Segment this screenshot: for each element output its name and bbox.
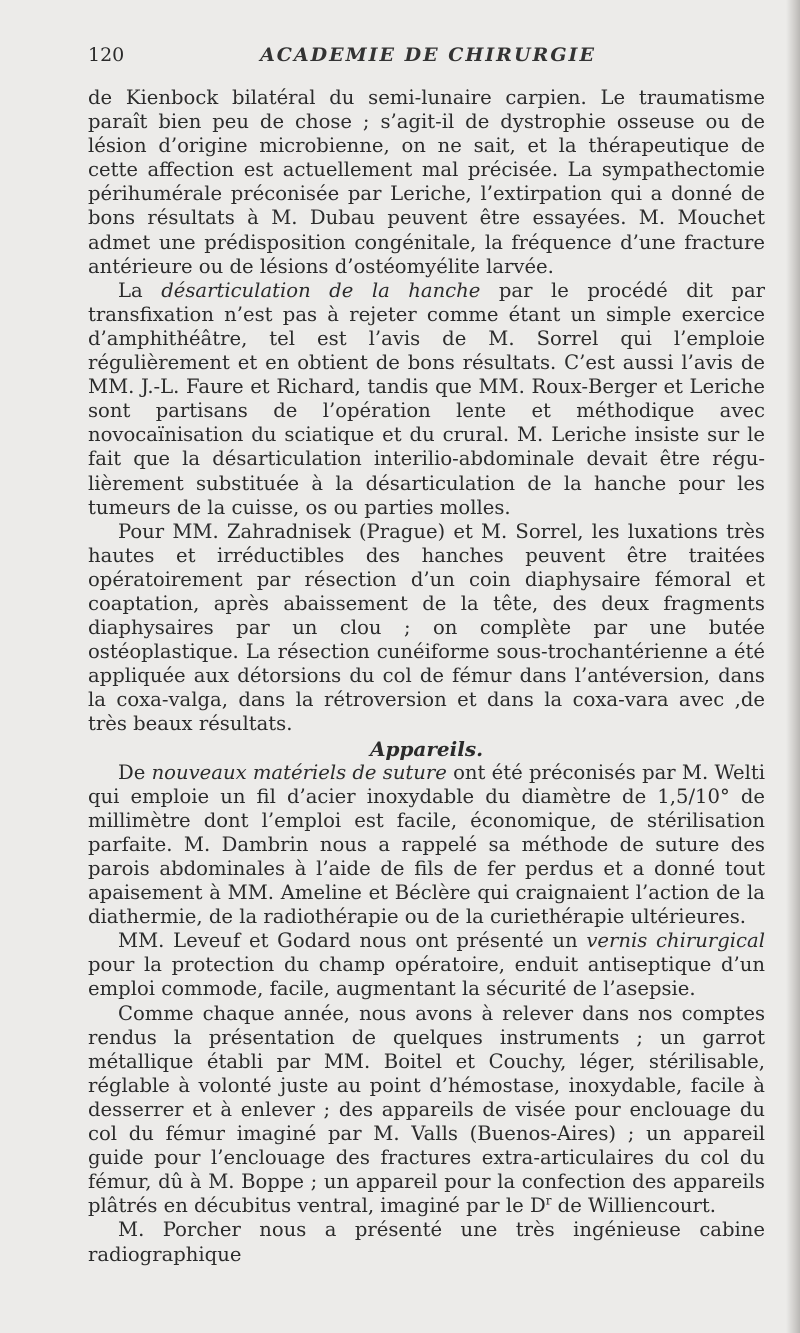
- paragraph-vernis: [88, 929, 765, 1001]
- paragraph-porcher: M. Porcher nous a présenté une très ingénieuse cabine radiographique: [88, 1218, 765, 1266]
- paragraph-text: de Williencourt.: [551, 1194, 716, 1218]
- page-header: [88, 44, 768, 74]
- emphasis-term: nouveaux matériels de suture: [151, 760, 447, 784]
- paragraph-kienbock: de Kienbock bilatéral du semi-lunaire carpien. Le traumatisme paraît bien peu de chose ; s’agit-il de dystrophie osseuse ou de lésion d’origine microbienne, on ne sait, et la thérapeutique de cette affection est actuellement mal précisée. La sympathectomie périhumérale préconisée par Leriche, l’extirpation qui a donné de bons résultats à M. Dubau peuvent être essayées. M. Mouchet admet une prédisposition congénitale, la fréquence d’une fracture antérieure ou de lésions d’ostéomyélite larvée.: [88, 86, 765, 278]
- emphasis-term: vernis chirurgical: [586, 929, 765, 953]
- paragraph-luxations: Pour MM. Zahradnisek (Prague) et M. Sorrel, les luxations très hautes et irréductibles des hanches peuvent être traitées opératoirement par résection d’un coin diaphysaire fémoral et coaptation, après abaissement de la tête, des deux fragments diaphysaires par un clou ; on complète par une butée ostéoplastique. La résection cunéiforme sous-trochantérienne a été appliquée aux détorsions du col de fémur dans l’antéversion, dans la coxa-valga, dans la rétroversion et dans la coxa-vara avec ,de très beaux résultats.: [88, 519, 765, 736]
- emphasis-term: désarticulation de la hanche: [161, 278, 481, 302]
- paragraph-text: ont été préconisés par M. Welti qui emploie un fil d’acier inoxydable du diamètre de 1,5/10° de millimètre dont l’emploi est facile, économique, de stérilisation parfaite. M. Dambrin nous a rappelé sa méthode de suture des parois abdominales à l’aide de fils de fer perdus et a donné tout apaisement à MM. Ameline et Béclère qui craignaient l’action de la diathermie, de la radiothérapie ou de la curiethérapie ultérieures.: [88, 760, 765, 929]
- paragraph-desarticulation: [88, 279, 765, 520]
- paragraph-instruments: [88, 1002, 765, 1219]
- paragraph-text: Comme chaque année, nous avons à relever dans nos comptes rendus la présentation de quelques instruments ; un garrot métallique établi par MM. Boitel et Couchy, léger, stérilisable, réglable à volonté juste au point d’hémostase, inoxydable, facile à desserrer et à enlever ; des appareils de visée pour enclouage du col du fémur imaginé par M. Valls (Buenos-Aires) ; un appareil guide pour l’enclouage des fractures extra-articulaires du col du fémur, dû à M. Boppe ; un appareil pour la confection des appareils plâtrés en décubitus ventral, imaginé par le D: [88, 1001, 765, 1218]
- paragraph-text: par le procédé dit par transfixation n’est pas à rejeter comme étant un simple exercice d’amphithéâtre, tel est l’avis de M. Sorrel qui l’emploie régulièrement et en obtient de bons résultats. C’est aussi l’avis de MM. J.-L. Faure et Richard, tandis que MM. Roux-Berger et Leriche sont partisans de l’opération lente et méthodique avec novocaïnisation du sciatique et du crural. M. Leriche insiste sur le fait que la désarticulation interilio-abdominale devait être régulièrement substituée à la désarticulation de la hanche pour les tumeurs de la cuisse, os ou parties molles.: [88, 278, 766, 519]
- paragraph-text: De: [118, 760, 152, 784]
- paragraph-text: MM. Leveuf et Godard nous ont présenté un: [118, 929, 587, 953]
- running-head: ACADEMIE DE CHIRURGIE: [260, 44, 596, 66]
- paragraph-materiels-suture: [88, 761, 765, 930]
- section-heading: Appareils.: [369, 736, 484, 761]
- page-number: 120: [88, 44, 125, 66]
- paragraph-text: La: [118, 278, 162, 302]
- body-text: [88, 86, 765, 1267]
- superscript: r: [545, 1193, 552, 1208]
- paragraph-text: pour la protection du champ opératoire, enduit antiseptique d’un emploi commode, facile, augmentant la sécurité de l’asepsie.: [88, 953, 765, 1001]
- page-edge: [786, 0, 800, 1333]
